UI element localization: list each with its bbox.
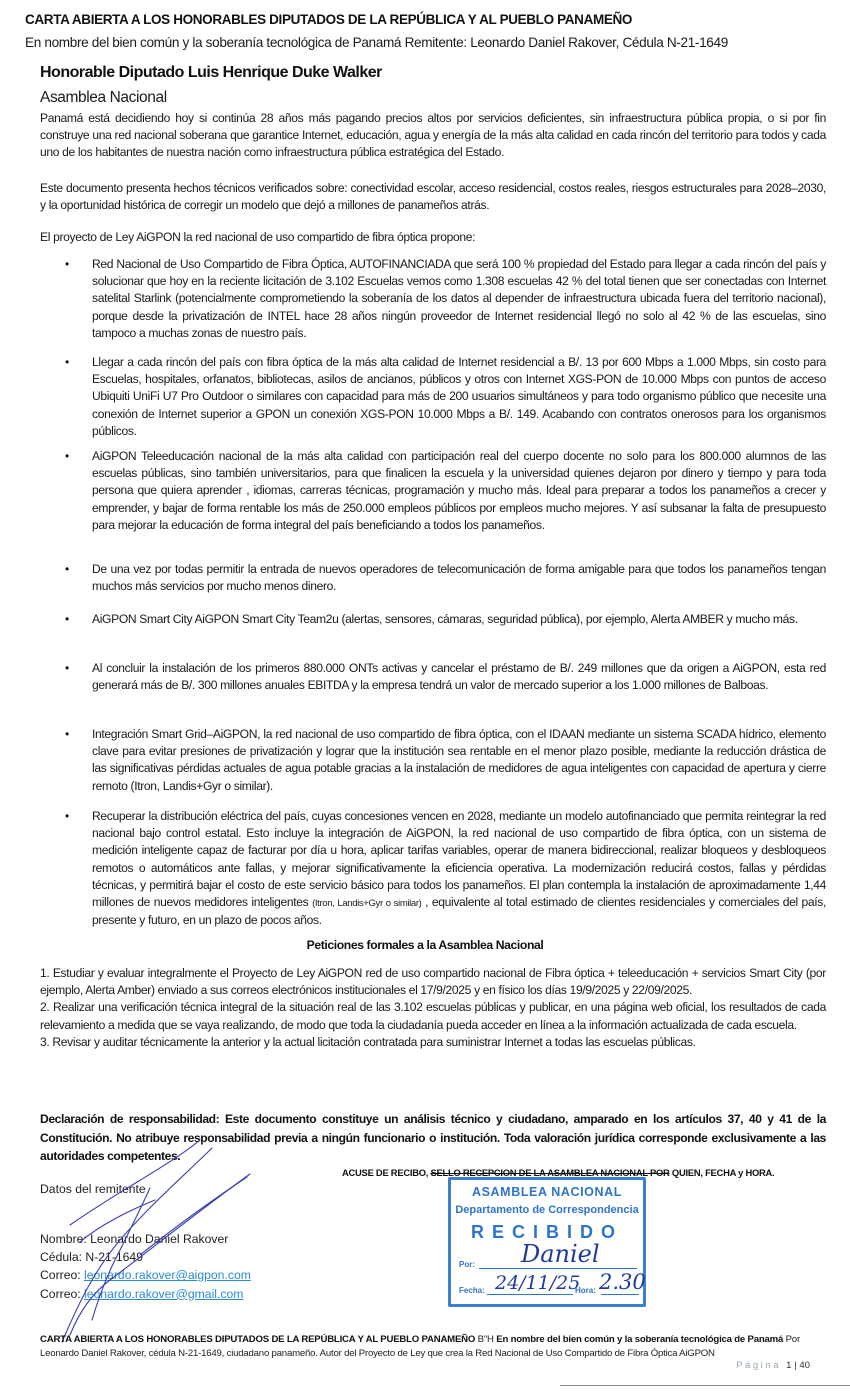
petitions-heading: Peticiones formales a la Asamblea Nacional [306,938,544,952]
page-footer [40,1333,830,1361]
list-item-text: Llegar a cada rincón del país con fibra óptica de la más alta calidad de Internet residencial a B/. 13 por 600 Mbps a 1.000 Mbps, sin costo para Escuelas, hospitales, orfanatos, bibliotecas, asilos de ancianos, públicos y otros con Internet XGS-PON de 10.000 Mbps con puntos de acceso Ubiquiti UniFi U7 Pro Outdoor o similares con capacidad para más de 200 usuarios simultáneos y para todo organismo público que necesite una conexión de Internet superior a GPON un conexión XGS-PON 10.000 Mbps a B/. 149. Acabando con contratos onerosos para los organismos públicos. [92,355,826,438]
stamp-received: RECIBIDO [470,1222,623,1242]
email-link-aigpon[interactable]: leonardo.rakover@aigpon.com [84,1268,251,1283]
page-current: 1 [786,1360,792,1371]
sender-email-label: Correo: [40,1286,81,1301]
footer-author-line: Por Leonardo Daniel Rakover, cédula N-21-1649, ciudadano panameño. Autor del Proyecto de Ley que crea la Red Nacional de Uso Compartido de Fibra Óptica AiGPON [40,1334,800,1359]
bullet-icon: • [65,612,70,626]
stamp-hora-label: Hora: [575,1286,596,1295]
petition-item: 3. Revisar y auditar técnicamente la anterior y la actual licitación contratada para suministrar Internet a todas las escuelas públicas. [40,1034,696,1049]
stamp-fecha-label: Fecha: [459,1286,485,1295]
list-item-text-small: (Itron, Landis+Gyr o similar) [312,898,422,910]
stamp-hora-line [601,1294,639,1295]
page-word: Página [736,1360,787,1371]
bullet-icon: • [65,809,70,823]
page-number [736,1360,810,1371]
stamp-fecha-value: 24/11/25 [495,1272,581,1294]
sender-name-row [40,1230,251,1248]
page-separator: | [791,1360,800,1371]
bullet-icon: • [65,257,70,271]
letter-subtitle: En nombre del bien común y la soberanía tecnológica de Panamá Remitente: Leonardo Daniel Rakover, Cédula N-21-1649 [25,35,728,50]
intro-paragraph-2: Este documento presenta hechos técnicos verificados sobre: conectividad escolar, acceso residencial, costos reales, riesgos estructurales para 2028–2030, y la oportunidad histórica de corregir un modelo que dejó a millones de panameños atrás. [40,181,826,212]
intro-paragraph-3: El proyecto de Ley AiGPON la red nacional de uso compartido de fibra óptica propone: [40,230,476,244]
page-bottom-rule [560,1385,850,1386]
list-item-text: Integración Smart Grid–AiGPON, la red nacional de uso compartido de fibra óptica, con el IDAAN mediante un sistema SCADA hídrico, elemento clave para evitar presiones de privatización y lograr que la institución sea rentable en el menor plazo posible, mediante la reducción drástica de las significativas pérdidas actuales de agua potable gracias a la instalación de medidores de agua inteligentes con capacidad de apertura y cierre remoto (Itron, Landis+Gyr o similar). [92,727,826,793]
stamp-department: Departamento de Correspondencia [455,1204,639,1216]
ack-struck-text: SELLO RECEPCION DE LA ASAMBLEA NACIONAL POR [430,1167,670,1178]
list-item-text [92,808,826,929]
letter-title: CARTA ABIERTA A LOS HONORABLES DIPUTADOS DE LA REPÚBLICA Y AL PUEBLO PANAMEÑO [25,12,633,27]
petition-item: 2. Realizar una verificación técnica integral de la situación real de las 3.102 escuelas públicas y publicar, en una página web oficial, los resultados de cada relevamiento a medida que se vaya realizando, de modo que toda la ciudadanía pueda acceder en línea a la información actualizada de cada escuela. [40,1000,826,1032]
page-total: 40 [799,1360,810,1371]
footer-bh: B"H [475,1334,497,1345]
intro-paragraph-1: Panamá está decidiendo hoy si continúa 28 años más pagando precios altos por servicios deficientes, sin infraestructura pública propia, o si por fin construye una red nacional soberana que garantice Internet, educación, agua y energía de la más alta calidad en cada rincón del territorio para todos y cada uno de los habitantes de nuestra nación como infraestructura pública estratégica del Estado. [40,111,826,159]
petitions-list [40,965,826,1051]
bullet-icon: • [65,727,70,741]
email-link-gmail[interactable]: leonardo.rakover@gmail.com [84,1286,244,1301]
stamp-por-label: Por: [459,1260,475,1269]
sender-email-row [40,1285,251,1303]
reception-stamp [448,1177,646,1307]
list-item-text-tail: , equivalente al total estimado de clientes residenciales y comerciales del país, presente y futuro, en un plazo de pocos años. [92,895,826,928]
sender-id: N-21-1649 [85,1250,143,1265]
sender-name-label: Nombre: [40,1232,87,1246]
bullet-icon: • [65,661,70,675]
stamp-organization: ASAMBLEA NACIONAL [471,1185,622,1199]
ack-prefix: ACUSE DE RECIBO, [342,1167,431,1178]
stamp-fecha-line [487,1294,573,1295]
list-item-text: Al concluir la instalación de los primeros 880.000 ONTs activas y cancelar el préstamo de B/. 249 millones que da origen a AiGPON, esta red generará más de B/. 300 millones anuales EBITDA y la empresa tendrá un valor de mercado superior a los 1.000 millones de Balboas. [92,661,826,693]
bullet-icon: • [65,355,70,369]
bullet-icon: • [65,562,70,576]
list-item-text: Red Nacional de Uso Compartido de Fibra Óptica, AUTOFINANCIADA que será 100 % propiedad del Estado para llegar a cada rincón del país y solucionar que hoy en la reciente licitación de 3.102 Escuelas vemos como 1.308 escuelas 42 % del total tienen que ser conectadas con Internet satelital Starlink (potencialmente comprometiendo la soberanía de los datos al depender de infraestructura ubicada fuera del territorio nacional), porque desde la privatización de INTEL hace 28 años ningún proveedor de Internet residencial llegó no solo al 42 % de las escuelas, sino tampoco a muchas zonas de nuestro país. [92,257,826,340]
addressee-organization: Asamblea Nacional [40,89,167,106]
responsibility-declaration: Declaración de responsabilidad: Este documento constituye un análisis técnico y ciudadano, amparado en los artículos 37, 40 y 41 de la Constitución. No atribuye responsabilidad previa a ningún funcionario o institución. Toda valoración jurídica corresponde exclusivamente a las autoridades competentes. [40,1112,826,1163]
stamp-hora-value: 2.30 [599,1270,646,1294]
addressee-name: Honorable Diputado Luis Henrique Duke Walker [40,64,382,81]
bullet-icon: • [65,449,70,463]
sender-email-row [40,1266,251,1284]
list-item-text: AiGPON Smart City AiGPON Smart City Team2u (alertas, sensores, cámaras, seguridad pública), por ejemplo, Alerta AMBER y mucho más. [92,612,798,626]
sender-email-label: Correo: [40,1268,81,1283]
sender-id-row [40,1248,251,1266]
petition-item: 1. Estudiar y evaluar integralmente el Proyecto de Ley AiGPON red de uso compartido nacional de Fibra óptica + teleeducación + servicios Smart City (por ejemplo, Alerta Amber) enviado a sus correos electrónicos institucionales el 17/9/2025 y en físico los días 19/9/2025 y 22/09/2025. [40,966,826,998]
sender-heading: Datos del remitente [40,1182,146,1196]
ack-suffix: QUIEN, FECHA y HORA. [669,1167,775,1178]
sender-name: Leonardo Daniel Rakover [90,1232,229,1246]
stamp-por-line [479,1268,637,1269]
stamp-por-value: Daniel [521,1240,600,1268]
list-item-text-main: Recuperar la distribución eléctrica del país, cuyas concesiones vencen en 2028, mediante un modelo autofinanciado que permita reintegrar la red nacional bajo control estatal. Esto incluye la integración de AiGPON, la red nacional de uso compartido de fibra óptica, con un sistema de medición inteligente capaz de facturar por día u hora, aplicar tarifas variables, operar de manera bidireccional, realizar bloqueos y desbloqueos remotos o automáticos ante fallas, y mejorar significativamente la eficiencia operativa. La modernización reducirá costos, fallas y pérdidas técnicas, y permitirá bajar el costo de este servicio básico para todos los panameños. El plan contempla la instalación de aproximadamente 1,44 millones de nuevos medidores inteligentes [92,809,826,910]
footer-title: CARTA ABIERTA A LOS HONORABLES DIPUTADOS DE LA REPÚBLICA Y AL PUEBLO PANAMEÑO [40,1334,476,1345]
sender-id-label: Cédula: [40,1250,83,1265]
sender-details [40,1230,251,1303]
list-item-text: AiGPON Teleeducación nacional de la más alta calidad con participación real del cuerpo docente no solo para los 800.000 alumnos de las escuelas públicas, sino también universitarios, para que finalicen la escuela y la universidad quienes dejaron por dinero y tiempo y para toda persona que quiera aprender , idiomas, carreras técnicas, programación y mucho más. Ideal para preparar a todos los panameños a crecer y emprender, y bajar de forma rentable los más de 250.000 empleos públicos por empleos mucho mejores. Y así subsanar la falta de presupuesto para mejorar la educación de forma integral del país beneficiando a todos los panameños. [92,449,826,532]
footer-subtitle: En nombre del bien común y la soberanía tecnológica de Panamá [496,1334,784,1345]
list-item-text: De una vez por todas permitir la entrada de nuevos operadores de telecomunicación de forma amigable para que todos los panameños tengan muchos más servicios por mucho menos dinero. [92,562,826,594]
